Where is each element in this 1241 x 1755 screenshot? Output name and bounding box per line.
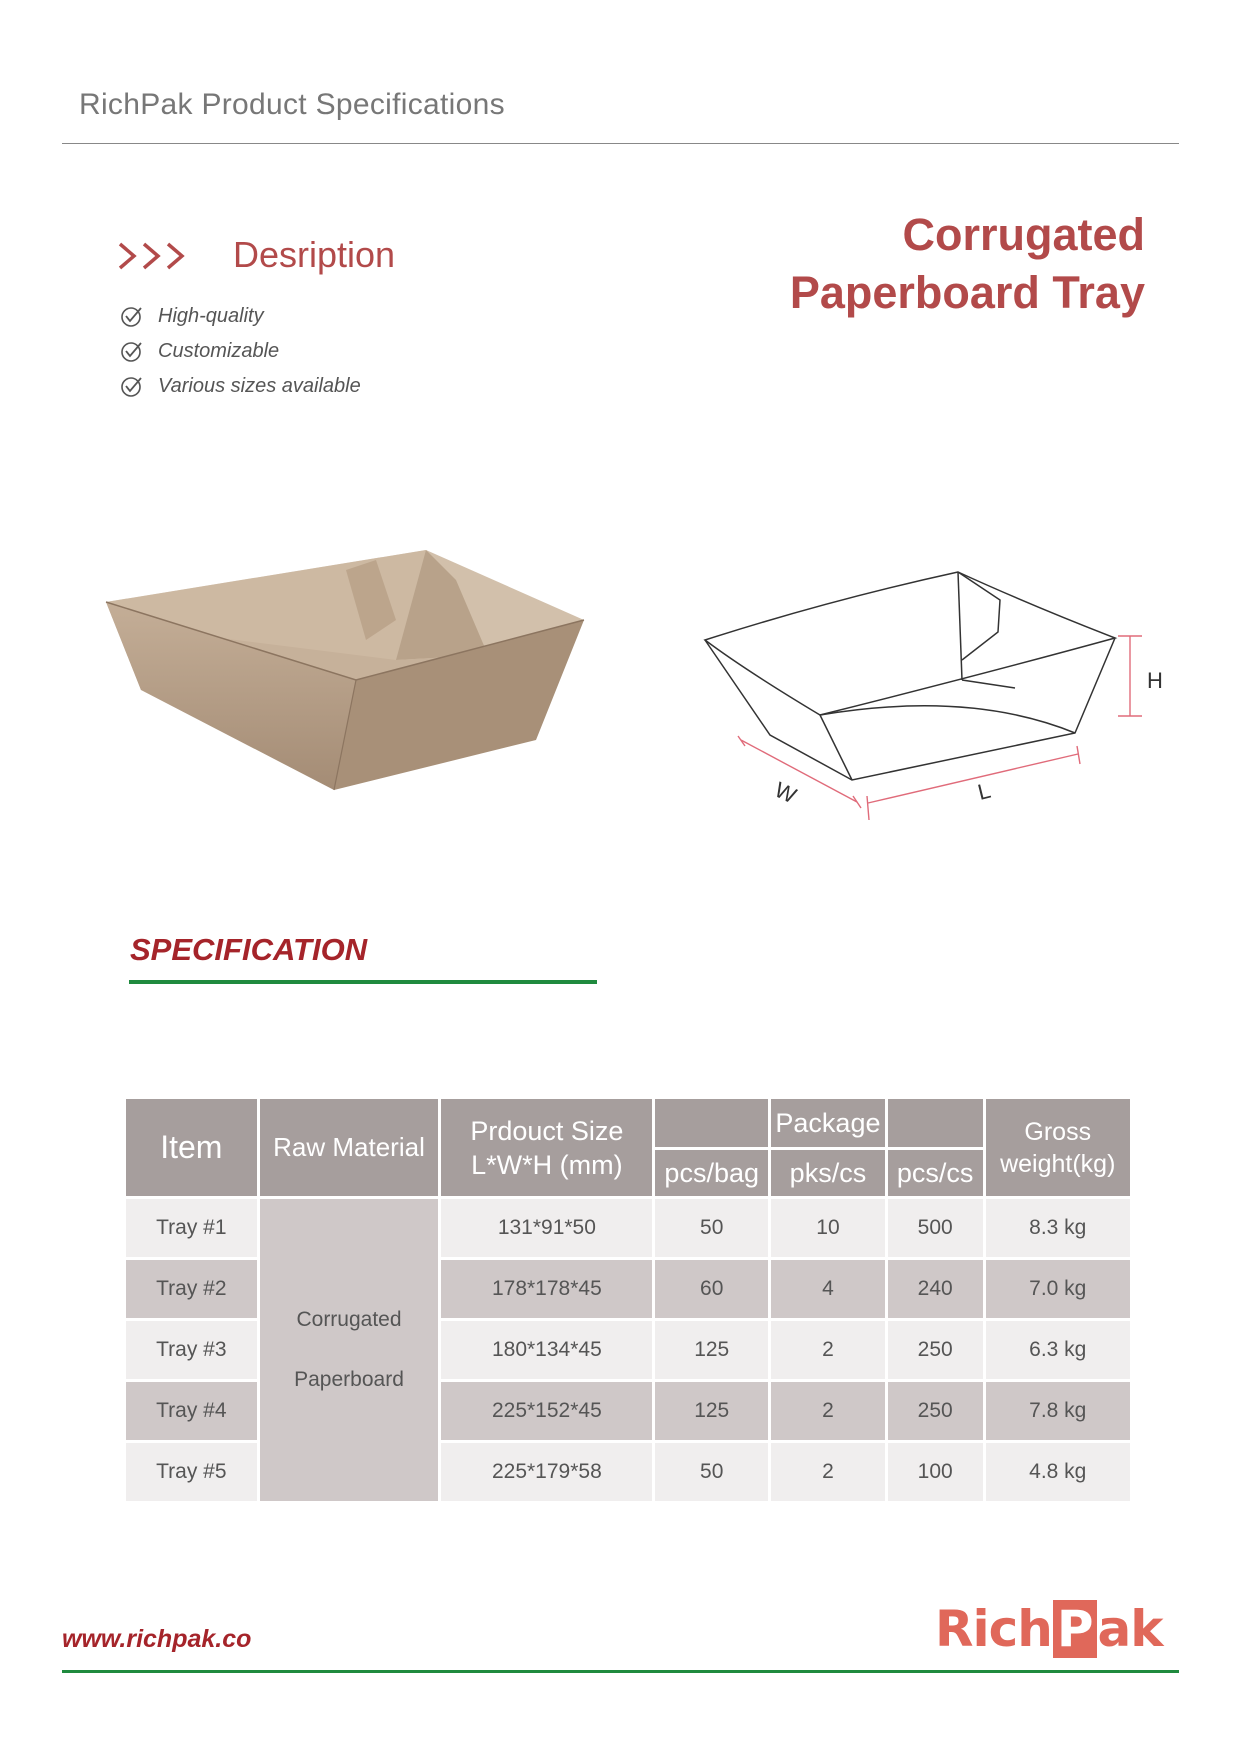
table-row — [126, 1199, 1130, 1257]
product-title — [790, 206, 1145, 322]
cell-size: 225*179*58 — [441, 1443, 652, 1501]
cell-raw-material — [260, 1199, 439, 1501]
width-label: W — [770, 776, 801, 809]
tray-dimension-diagram — [700, 560, 1180, 830]
header-gross-line1: Gross — [1024, 1117, 1092, 1146]
feature-item — [120, 339, 279, 363]
check-circle-icon — [120, 339, 144, 363]
cell-size: 225*152*45 — [441, 1382, 652, 1440]
cell-pcs-cs: 240 — [888, 1260, 983, 1318]
header-raw-material: Raw Material — [260, 1099, 439, 1196]
cell-pcs-cs: 250 — [888, 1321, 983, 1379]
header-gross-weight — [986, 1099, 1131, 1196]
cell-item: Tray #2 — [126, 1260, 257, 1318]
page-header-title: RichPak Product Specifications — [79, 88, 505, 121]
cell-pks-cs: 10 — [771, 1199, 885, 1257]
cell-item: Tray #3 — [126, 1321, 257, 1379]
header-size-line1: Prdouct Size — [470, 1115, 624, 1146]
cell-size: 180*134*45 — [441, 1321, 652, 1379]
feature-label: Customizable — [158, 339, 280, 362]
header-gross-line2: weight(kg) — [1000, 1149, 1116, 1178]
specification-table — [123, 1096, 1133, 1504]
feature-item — [120, 374, 361, 398]
cell-gross: 7.0 kg — [986, 1260, 1131, 1318]
header-package: Package — [771, 1099, 885, 1147]
header-pks-cs: pks/cs — [771, 1150, 885, 1196]
specification-underline — [129, 980, 597, 984]
cell-pks-cs: 2 — [771, 1443, 885, 1501]
product-title-line2: Paperboard Tray — [789, 267, 1145, 318]
cell-gross: 6.3 kg — [986, 1321, 1131, 1379]
cell-pcs-cs: 250 — [888, 1382, 983, 1440]
height-label: H — [1147, 668, 1163, 693]
cell-item: Tray #4 — [126, 1382, 257, 1440]
cell-item: Tray #5 — [126, 1443, 257, 1501]
logo-text-ak: ak — [1097, 1600, 1163, 1658]
header-package-spacer — [888, 1099, 983, 1147]
website-link[interactable]: www.richpak.co — [62, 1625, 252, 1653]
cell-pcs-cs: 100 — [888, 1443, 983, 1501]
check-circle-icon — [120, 374, 144, 398]
cell-pcs-bag: 60 — [655, 1260, 768, 1318]
length-label: L — [975, 777, 994, 805]
cell-pcs-bag: 50 — [655, 1443, 768, 1501]
cell-size: 131*91*50 — [441, 1199, 652, 1257]
cell-pcs-cs: 500 — [888, 1199, 983, 1257]
header-package-spacer — [655, 1099, 768, 1147]
cell-pks-cs: 2 — [771, 1382, 885, 1440]
header-product-size — [441, 1099, 652, 1196]
material-line1: Corrugated — [296, 1308, 402, 1331]
header-pcs-cs: pcs/cs — [888, 1150, 983, 1196]
material-line2: Paperboard — [294, 1368, 404, 1391]
header-divider — [62, 143, 1179, 144]
description-title: Desription — [233, 234, 396, 275]
triple-chevron-icon — [118, 240, 198, 272]
cell-pcs-bag: 125 — [655, 1382, 768, 1440]
footer-divider — [62, 1670, 1179, 1673]
cell-gross: 4.8 kg — [986, 1443, 1131, 1501]
cell-pcs-bag: 125 — [655, 1321, 768, 1379]
cell-size: 178*178*45 — [441, 1260, 652, 1318]
specification-title: SPECIFICATION — [130, 932, 368, 967]
cell-pcs-bag: 50 — [655, 1199, 768, 1257]
feature-item — [120, 304, 264, 328]
header-size-line2: L*W*H (mm) — [471, 1149, 623, 1180]
cell-pks-cs: 2 — [771, 1321, 885, 1379]
cell-item: Tray #1 — [126, 1199, 257, 1257]
tray-photo — [96, 540, 616, 800]
feature-label: High-quality — [158, 304, 264, 327]
logo-p-block: P — [1053, 1600, 1097, 1658]
header-pcs-bag: pcs/bag — [655, 1150, 768, 1196]
richpak-logo — [935, 1600, 1163, 1658]
feature-label: Various sizes available — [158, 374, 361, 397]
check-circle-icon — [120, 304, 144, 328]
logo-text-rich: Rich — [935, 1600, 1052, 1658]
header-item: Item — [126, 1099, 257, 1196]
cell-pks-cs: 4 — [771, 1260, 885, 1318]
cell-gross: 7.8 kg — [986, 1382, 1131, 1440]
cell-gross: 8.3 kg — [986, 1199, 1131, 1257]
product-title-line1: Corrugated — [902, 209, 1145, 260]
